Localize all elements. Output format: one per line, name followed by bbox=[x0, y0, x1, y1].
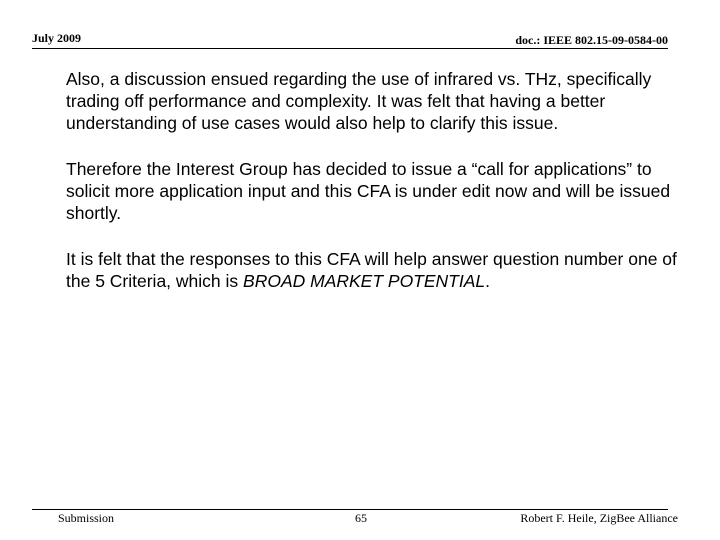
paragraph-2: Therefore the Interest Group has decided to issue a “call for applications” to solicit more application input and this CFA is under edit now and will be issued shortly. bbox=[66, 159, 671, 223]
footer-rule bbox=[32, 509, 668, 510]
paragraph-3-end: . bbox=[485, 271, 491, 291]
header-rule bbox=[32, 48, 668, 49]
paragraph-3-text: It is felt that the responses to this CFA will help answer question number one of the 5 Criteria, which is bbox=[66, 249, 677, 291]
broad-market-potential-emphasis: BROAD MARKET POTENTIAL bbox=[243, 271, 486, 291]
header-date: July 2009 bbox=[32, 31, 82, 45]
footer-author: Robert F. Heile, ZigBee Alliance bbox=[520, 511, 678, 525]
footer-page-number: 65 bbox=[355, 511, 367, 525]
header-doc-id: doc.: IEEE 802.15-09-0584-00 bbox=[515, 33, 668, 47]
slide-body bbox=[66, 68, 686, 316]
paragraph-1: Also, a discussion ensued regarding the use of infrared vs. THz, specifically trading off performance and complexity. It was felt that having a better understanding of use cases would also help to clarify this issue. bbox=[66, 69, 652, 133]
footer-submission: Submission bbox=[58, 511, 115, 525]
paragraph-3 bbox=[66, 248, 686, 292]
